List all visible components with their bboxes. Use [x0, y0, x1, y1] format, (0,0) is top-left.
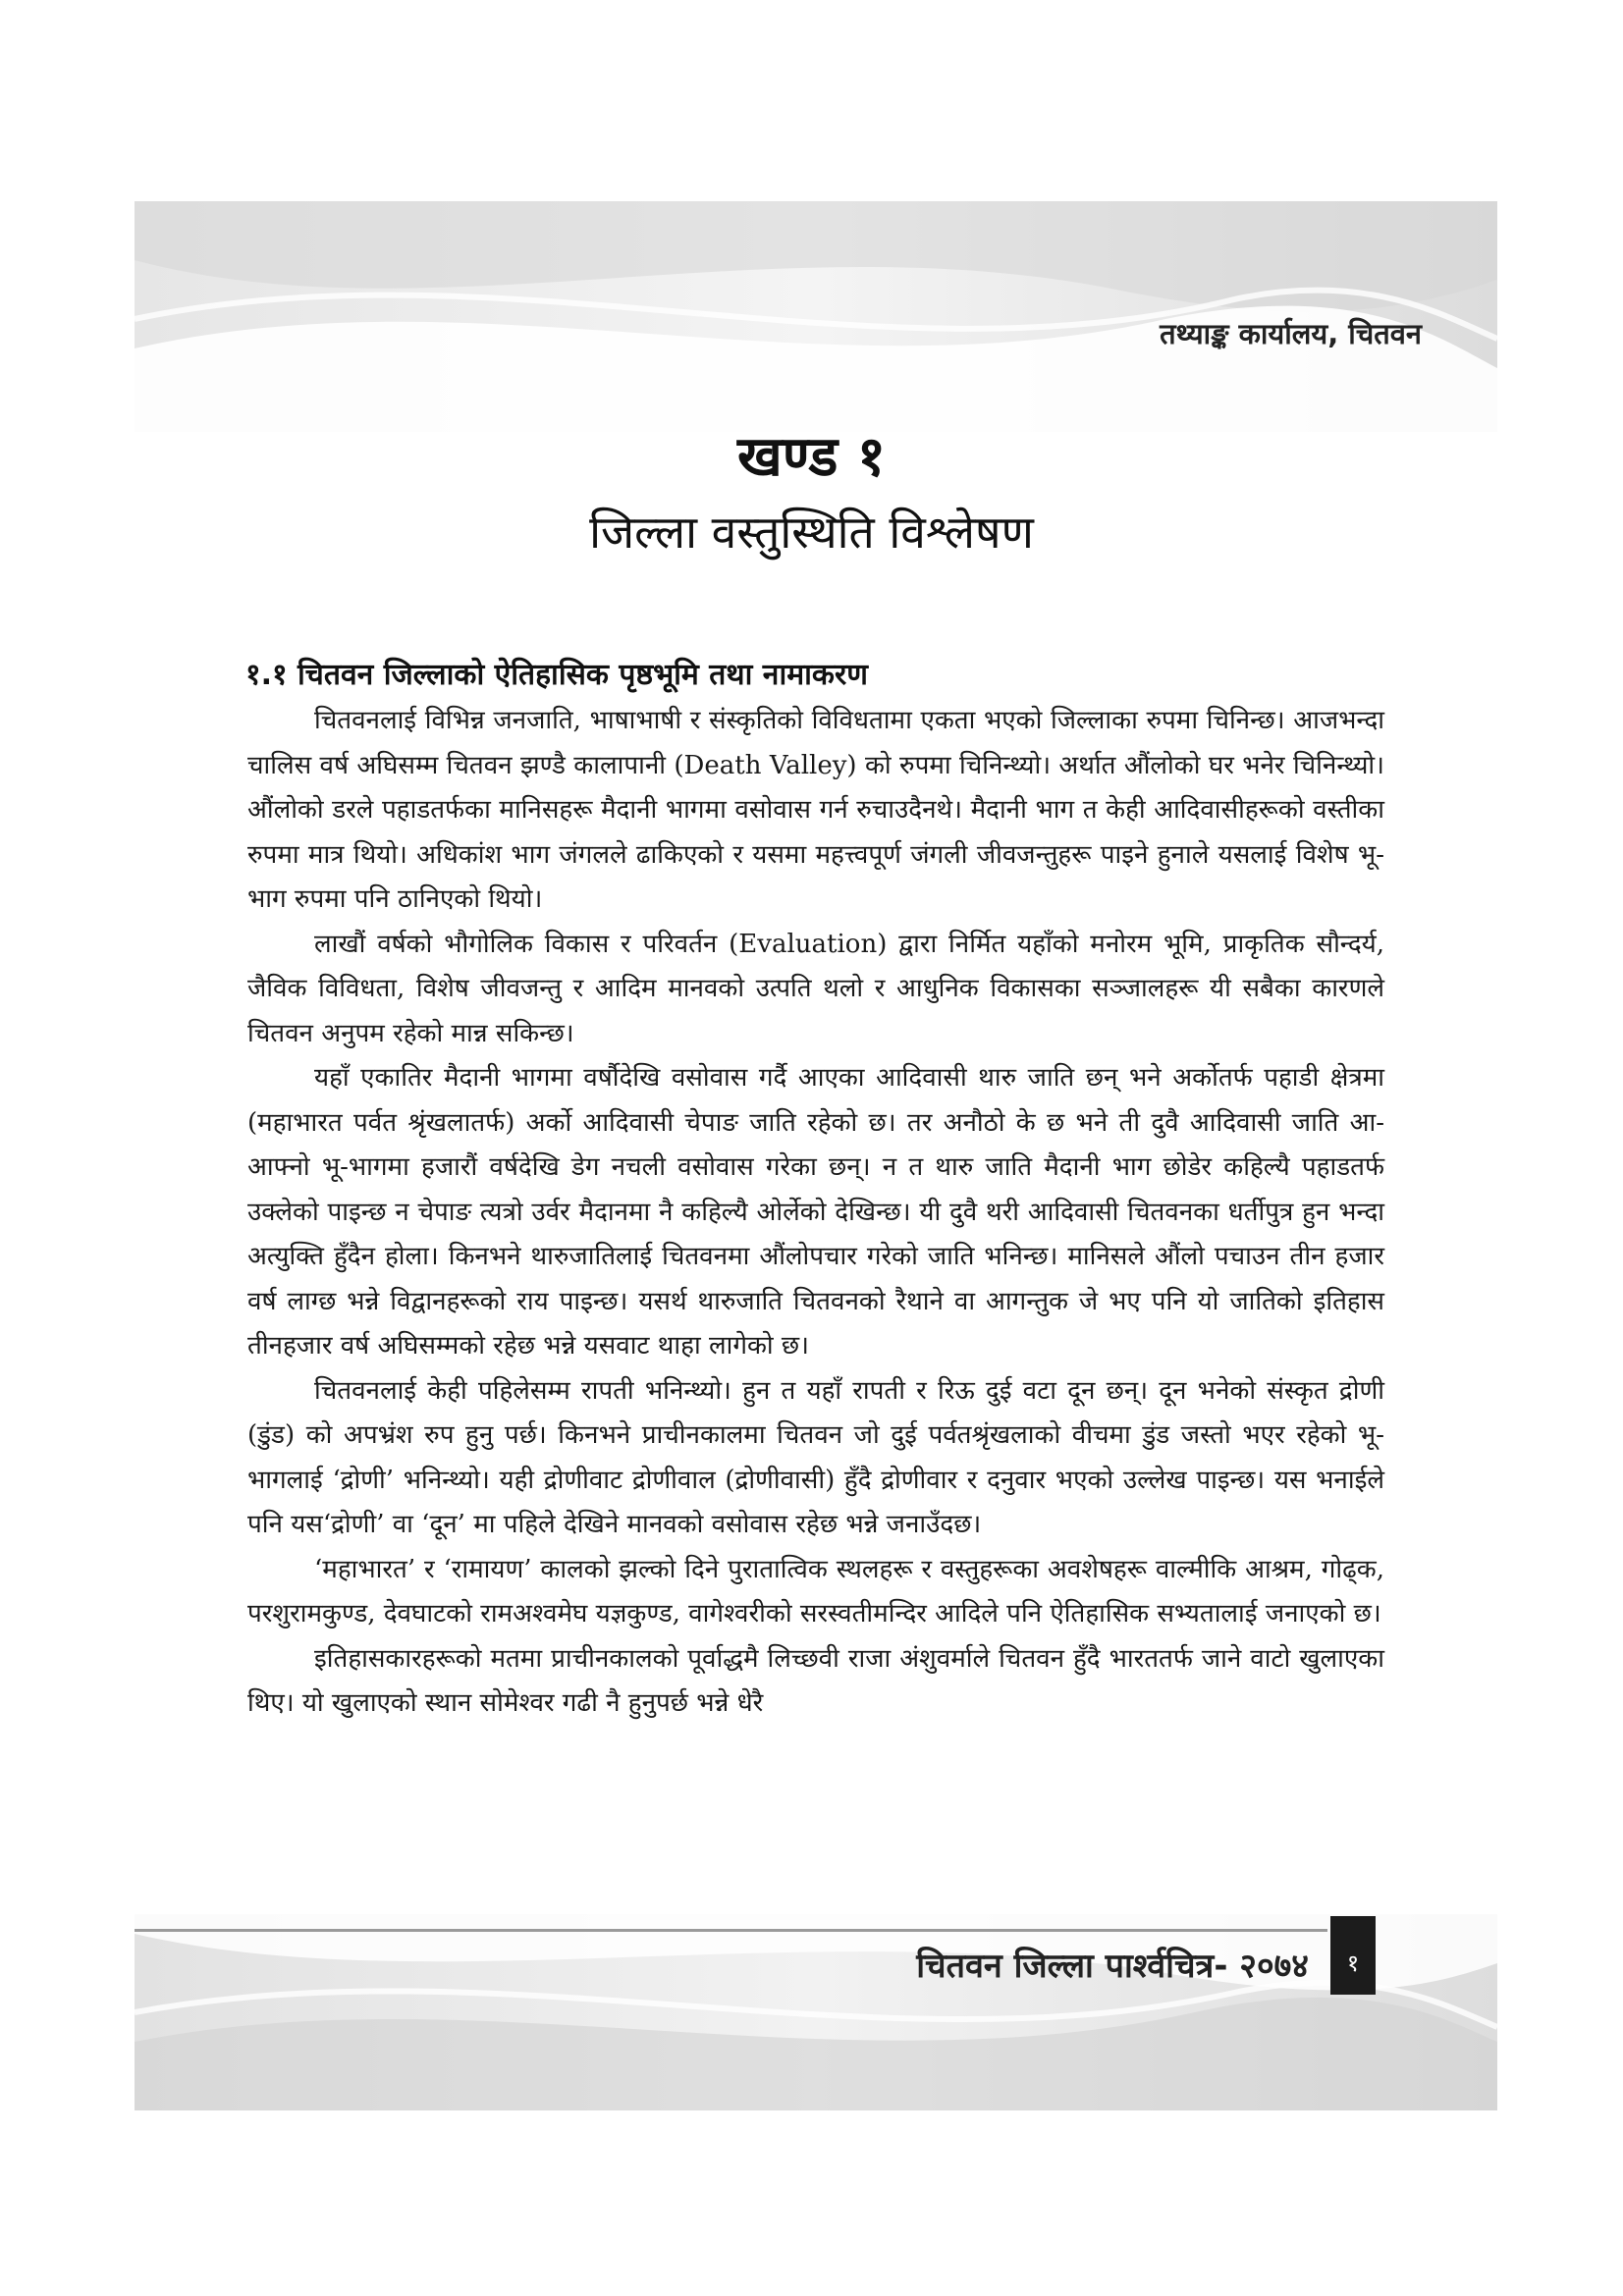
paragraph: चितवनलाई केही पहिलेसम्म रापती भनिन्थ्यो। हुन त यहाँ रापती र रिऊ दुई वटा दून छन्। दून भनेको संस्कृत द्रोणी (डुंड) को अपभ्रंश रुप हुनु पर्छ। किनभने प्राचीनकालमा चितवन जो दुई पर्वतश्रृंखलाको वीचमा डुंड जस्तो भएर रहेको भू-भागलाई ‘द्रोणी’ भनिन्थ्यो। यही द्रोणीवाट द्रोणीवाल (द्रोणीवासी) हुँदै द्रोणीवार र दनुवार भएको उल्लेख पाइन्छ। यस भनाईले पनि यस‘द्रोणी’ वा ‘दून’ मा पहिले देखिने मानवको वसोवास रहेछ भन्ने जनाउँदछ।	[247, 1375, 1384, 1539]
section-number: खण्ड १	[737, 425, 886, 489]
paragraph: ‘महाभारत’ र ‘रामायण’ कालको झल्को दिने पुरातात्विक स्थलहरू र वस्तुहरूका अवशेषहरू वाल्मीकि आश्रम, गोढ्क, परशुरामकुण्ड, देवघाटको रामअश्वमेघ यज्ञकुण्ड, वागेश्वरीको सरस्वतीमन्दिर आदिले पनि ऐतिहासिक सभ्यतालाई जनाएको छ।	[247, 1554, 1384, 1629]
subsection-heading: १.१ चितवन जिल्लाको ऐतिहासिक पृष्ठभूमि तथा नामाकरण	[245, 658, 868, 692]
paragraph: इतिहासकारहरूको मतमा प्राचीनकालको पूर्वाद्धमै लिच्छवी राजा अंशुवर्माले चितवन हुँदै भारततर्फ जाने वाटो खुलाएका थिए। यो खुलाएको स्थान सोमेश्वर गढी नै हुनुपर्छ भन्ने धेरै	[247, 1643, 1384, 1718]
section-title: जिल्ला वस्तुस्थिति विश्लेषण	[589, 506, 1034, 559]
body-text	[247, 699, 1384, 1727]
paragraph: चितवनलाई विभिन्न जनजाति, भाषाभाषी र संस्कृतिको विविधतामा एकता भएको जिल्लाका रुपमा चिनिन्छ। आजभन्दा चालिस वर्ष अघिसम्म चितवन झण्डै कालापानी (Death Valley) को रुपमा चिनिन्थ्यो। अर्थात औंलोको घर भनेर चिनिन्थ्यो। औंलोको डरले पहाडतर्फका मानिसहरू मैदानी भागमा वसोवास गर्न रुचाउदैनथे। मैदानी भाग त केही आदिवासीहरूको वस्तीका रुपमा मात्र थियो। अधिकांश भाग जंगलले ढाकिएको र यसमा महत्त्वपूर्ण जंगली जीवजन्तुहरू पाइने हुनाले यसलाई विशेष भू-भाग रुपमा पनि ठानिएको थियो।	[247, 706, 1384, 914]
footer-title: चितवन जिल्ला पार्श्वचित्र- २०७४	[916, 1947, 1309, 1986]
office-header: तथ्याङ्क कार्यालय, चितवन	[1160, 317, 1422, 350]
paragraph: यहाँ एकातिर मैदानी भागमा वर्षौदेखि वसोवास गर्दै आएका आदिवासी थारु जाति छन् भने अर्कोतर्फ पहाडी क्षेत्रमा (महाभारत पर्वत श्रृंखलातर्फ) अर्को आदिवासी चेपाङ जाति रहेको छ। तर अनौठो के छ भने ती दुवै आदिवासी जाति आ-आफ्नो भू-भागमा हजारौं वर्षदेखि डेग नचली वसोवास गरेका छन्। न त थारु जाति मैदानी भाग छोडेर कहिल्यै पहाडतर्फ उक्लेको पाइन्छ न चेपाङ त्यत्रो उर्वर मैदानमा नै कहिल्यै ओर्लेको देखिन्छ। यी दुवै थरी आदिवासी चितवनका धर्तीपुत्र हुन भन्दा अत्युक्ति हुँदैन होला। किनभने थारुजातिलाई चितवनमा औंलोपचार गरेको जाति भनिन्छ। मानिसले औंलो पचाउन तीन हजार वर्ष लाग्छ भन्ने विद्वानहरूको राय पाइन्छ। यसर्थ थारुजाति चितवनको रैथाने वा आगन्तुक जे भए पनि यो जातिको इतिहास तीनहजार वर्ष अघिसम्मको रहेछ भन्ने यसवाट थाहा लागेको छ।	[247, 1063, 1384, 1361]
footer-rule	[135, 1929, 1327, 1932]
paragraph: लाखौं वर्षको भौगोलिक विकास र परिवर्तन (Evaluation) द्वारा निर्मित यहाँको मनोरम भूमि, प्राकृतिक सौन्दर्य, जैविक विविधता, विशेष जीवजन्तु र आदिम मानवको उत्पति थलो र आधुनिक विकासका सञ्जालहरू यी सबैका कारणले चितवन अनुपम रहेको मान्न सकिन्छ।	[247, 929, 1384, 1048]
page-number: १	[1330, 1916, 1376, 1995]
